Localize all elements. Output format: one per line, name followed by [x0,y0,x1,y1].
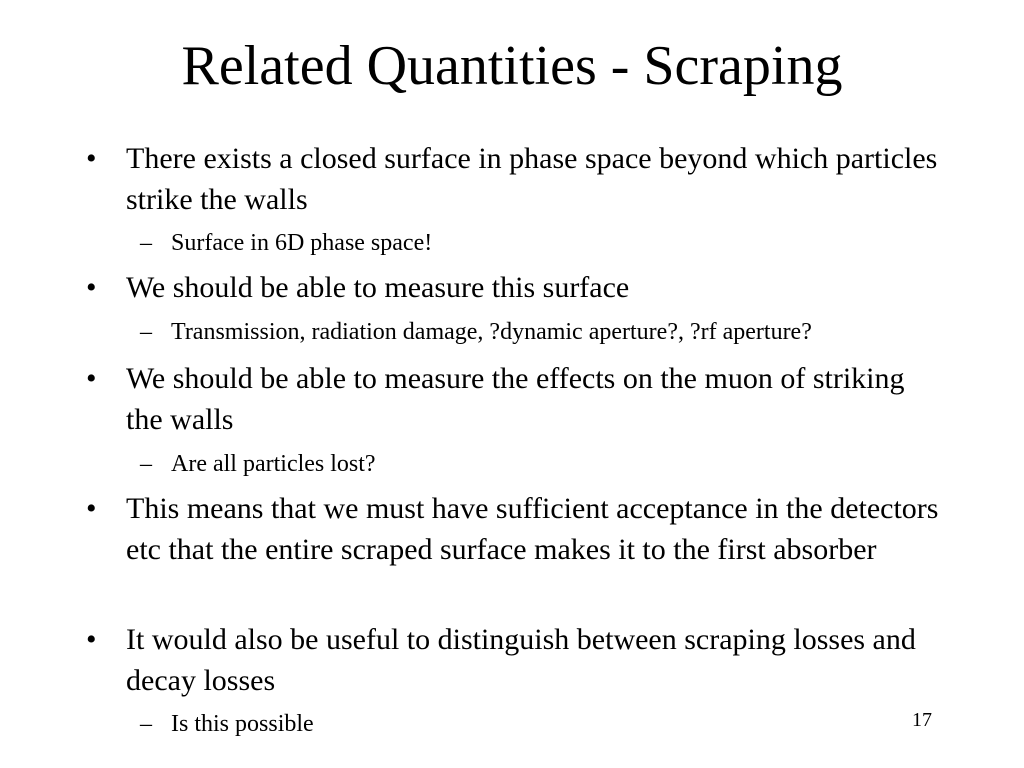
sub-item-3-1: Are all particles lost? [171,451,376,477]
bullet-marker: • [86,362,97,395]
sub-item-2-1: Transmission, radiation damage, ?dynamic aperture?, ?rf aperture? [171,319,812,345]
sub-bullet-marker: – [140,230,152,256]
sub-bullet-marker: – [140,711,152,737]
bullet-item-5: It would also be useful to distinguish between scraping losses and decay losses [126,623,916,697]
sub-item-1-1: Surface in 6D phase space! [171,230,433,256]
bullet-item-4: This means that we must have sufficient acceptance in the detectors etc that the entire scraped surface makes it to the first absorber [126,492,939,566]
page-number: 17 [912,709,932,731]
bullet-item-1: There exists a closed surface in phase space beyond which particles strike the walls [126,142,938,216]
bullet-marker: • [86,492,97,525]
bullet-marker: • [86,271,97,304]
sub-bullet-marker: – [140,451,152,477]
bullet-marker: • [86,142,97,175]
sub-item-5-1: Is this possible [171,711,314,737]
bullet-item-3: We should be able to measure the effects on the muon of striking the walls [126,362,905,436]
bullet-item-2: We should be able to measure this surface [126,271,630,304]
slide-title: Related Quantities - Scraping [181,35,843,97]
bullet-marker: • [86,623,97,656]
sub-bullet-marker: – [140,319,152,345]
